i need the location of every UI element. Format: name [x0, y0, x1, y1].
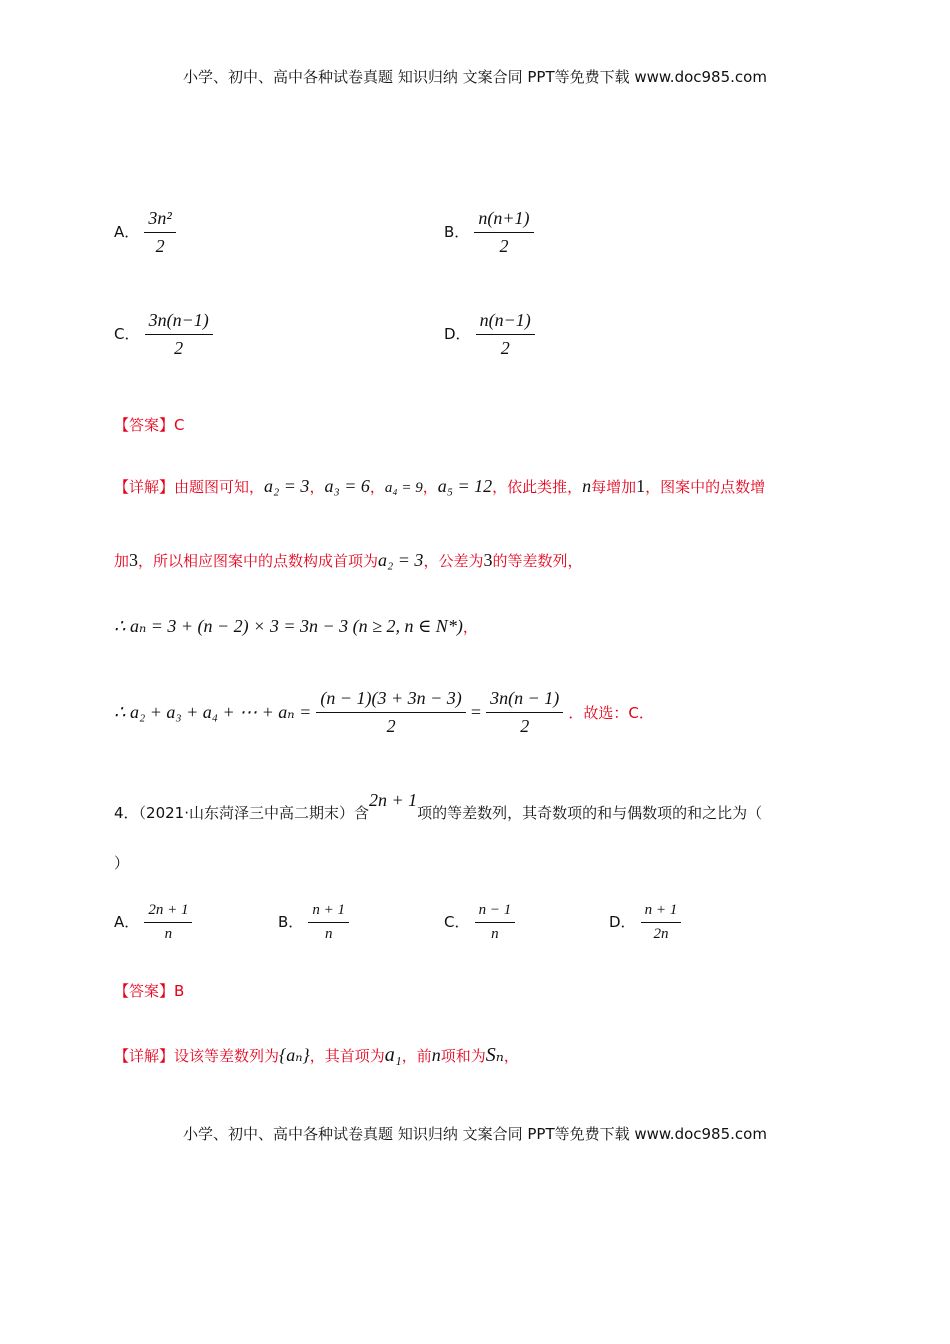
numerator: 3n(n−1)	[145, 310, 213, 335]
detail-text: ，	[369, 478, 385, 496]
detail-text: 项和为	[440, 1047, 486, 1065]
option-fraction	[308, 902, 349, 943]
answer-value: C	[174, 416, 185, 434]
equals-sign: =	[470, 702, 482, 722]
option-fraction	[144, 902, 192, 943]
formula-fraction-2	[486, 688, 563, 737]
q3-detail-line1	[114, 476, 765, 497]
question-source: （2021·山东菏泽三中高二期末）含	[138, 804, 369, 822]
option-fraction	[475, 902, 516, 943]
denominator: n	[491, 926, 499, 942]
q4-stem-close: ）	[114, 854, 130, 872]
numerator: n(n+1)	[474, 208, 533, 233]
option-fraction	[641, 902, 682, 943]
option-fraction	[145, 310, 213, 359]
denominator: n	[164, 926, 173, 942]
option-label: C．	[444, 913, 470, 931]
detail-text: ，所以相应图案中的点数构成首项为	[138, 552, 379, 570]
answer-value: B	[174, 982, 185, 1000]
q3-detail-line2	[114, 550, 582, 571]
detail-text: ，前	[401, 1047, 432, 1065]
q3-answer	[114, 414, 185, 435]
detail-text: ，其首项为	[309, 1047, 385, 1065]
denominator: 2	[520, 716, 530, 736]
q3-option-c	[114, 310, 213, 359]
q4-option-b	[278, 902, 349, 943]
formula-tail: ．故选：C．	[568, 704, 654, 722]
math-expr: a₁	[384, 1044, 402, 1066]
detail-text: ，公差为	[423, 552, 484, 570]
answer-tag: 【答案】	[114, 982, 175, 1000]
numerator: n − 1	[475, 902, 516, 923]
detail-text: ，	[309, 478, 325, 496]
q4-answer	[114, 980, 184, 1001]
math-expr: a₅ = 12	[437, 476, 493, 496]
detail-text: 加	[114, 552, 130, 570]
option-fraction	[474, 208, 533, 257]
math-expr: a₂ = 3	[378, 550, 424, 570]
q4-stem	[114, 790, 763, 823]
detail-text: ，	[503, 1047, 519, 1065]
formula-fraction-1	[316, 688, 465, 737]
numerator: n(n−1)	[476, 310, 535, 335]
option-label: B．	[444, 223, 470, 241]
math-expr: a₂ = 3	[264, 476, 310, 496]
denominator: 2	[499, 236, 509, 256]
header-banner: 小学、初中、高中各种试卷真题 知识归纳 文案合同 PPT等免费下载 www.doc985.com	[183, 68, 767, 86]
numerator: n + 1	[308, 902, 349, 923]
q3-option-b	[444, 208, 534, 257]
footer-banner: 小学、初中、高中各种试卷真题 知识归纳 文案合同 PPT等免费下载 www.doc985.com	[183, 1125, 767, 1143]
q4-option-c	[444, 902, 515, 943]
math-expr: a₃ = 6	[324, 476, 370, 496]
math-expr: Sₙ	[485, 1044, 504, 1066]
detail-text: ，图案中的点数增	[645, 478, 766, 496]
numerator: 3n(n − 1)	[486, 688, 563, 713]
detail-tag: 【详解】	[114, 478, 175, 496]
q4-option-d	[609, 902, 681, 943]
formula-lhs: ∴ a₂ + a₃ + a₄ + ⋯ + aₙ =	[114, 702, 312, 722]
detail-text: 的等差数列，	[492, 552, 583, 570]
option-label: C．	[114, 325, 140, 343]
numerator: (n − 1)(3 + 3n − 3)	[316, 688, 465, 713]
q3-formula2	[114, 688, 654, 737]
denominator: 2	[386, 716, 396, 736]
math-expr: n	[431, 1045, 441, 1065]
formula-tail: ，	[462, 618, 478, 636]
numerator: 3n²	[144, 208, 175, 233]
denominator: 2n	[653, 926, 669, 942]
option-label: D．	[609, 913, 636, 931]
question-number: 4．	[114, 804, 139, 822]
option-fraction	[476, 310, 535, 359]
math-expr: n	[582, 476, 592, 496]
q4-option-a	[114, 902, 192, 943]
numerator: 2n + 1	[144, 902, 192, 923]
q4-detail	[114, 1042, 519, 1067]
formula-expr: ∴ aₙ = 3 + (n − 2) × 3 = 3n − 3 (n ≥ 2, n ∈ N*)	[114, 616, 463, 636]
detail-text: 设该等差数列为	[174, 1047, 280, 1065]
q3-option-d	[444, 310, 535, 359]
math-expr: {aₙ}	[279, 1045, 310, 1065]
detail-text: ，	[422, 478, 438, 496]
math-expr: 3	[483, 550, 493, 570]
math-expr: 1	[636, 476, 646, 496]
detail-text: 每增加	[591, 478, 637, 496]
detail-text: ，依此类推，	[492, 478, 583, 496]
question-text: 项的等差数列，其奇数项的和与偶数项的和之比为（	[417, 804, 763, 822]
denominator: 2	[500, 338, 510, 358]
option-label: A．	[114, 223, 140, 241]
q3-option-a	[114, 208, 176, 257]
option-label: D．	[444, 325, 471, 343]
q3-formula1	[114, 616, 478, 637]
detail-text: 由题图可知，	[174, 478, 265, 496]
math-expr: a₄ = 9	[384, 480, 423, 496]
answer-tag: 【答案】	[114, 416, 175, 434]
option-fraction	[144, 208, 175, 257]
math-expr: 2n + 1	[369, 790, 418, 810]
option-label: B．	[278, 913, 304, 931]
option-label: A．	[114, 913, 140, 931]
detail-tag: 【详解】	[114, 1047, 175, 1065]
math-expr: 3	[129, 550, 139, 570]
denominator: 2	[174, 338, 184, 358]
denominator: 2	[155, 236, 165, 256]
denominator: n	[324, 926, 333, 942]
numerator: n + 1	[641, 902, 682, 923]
